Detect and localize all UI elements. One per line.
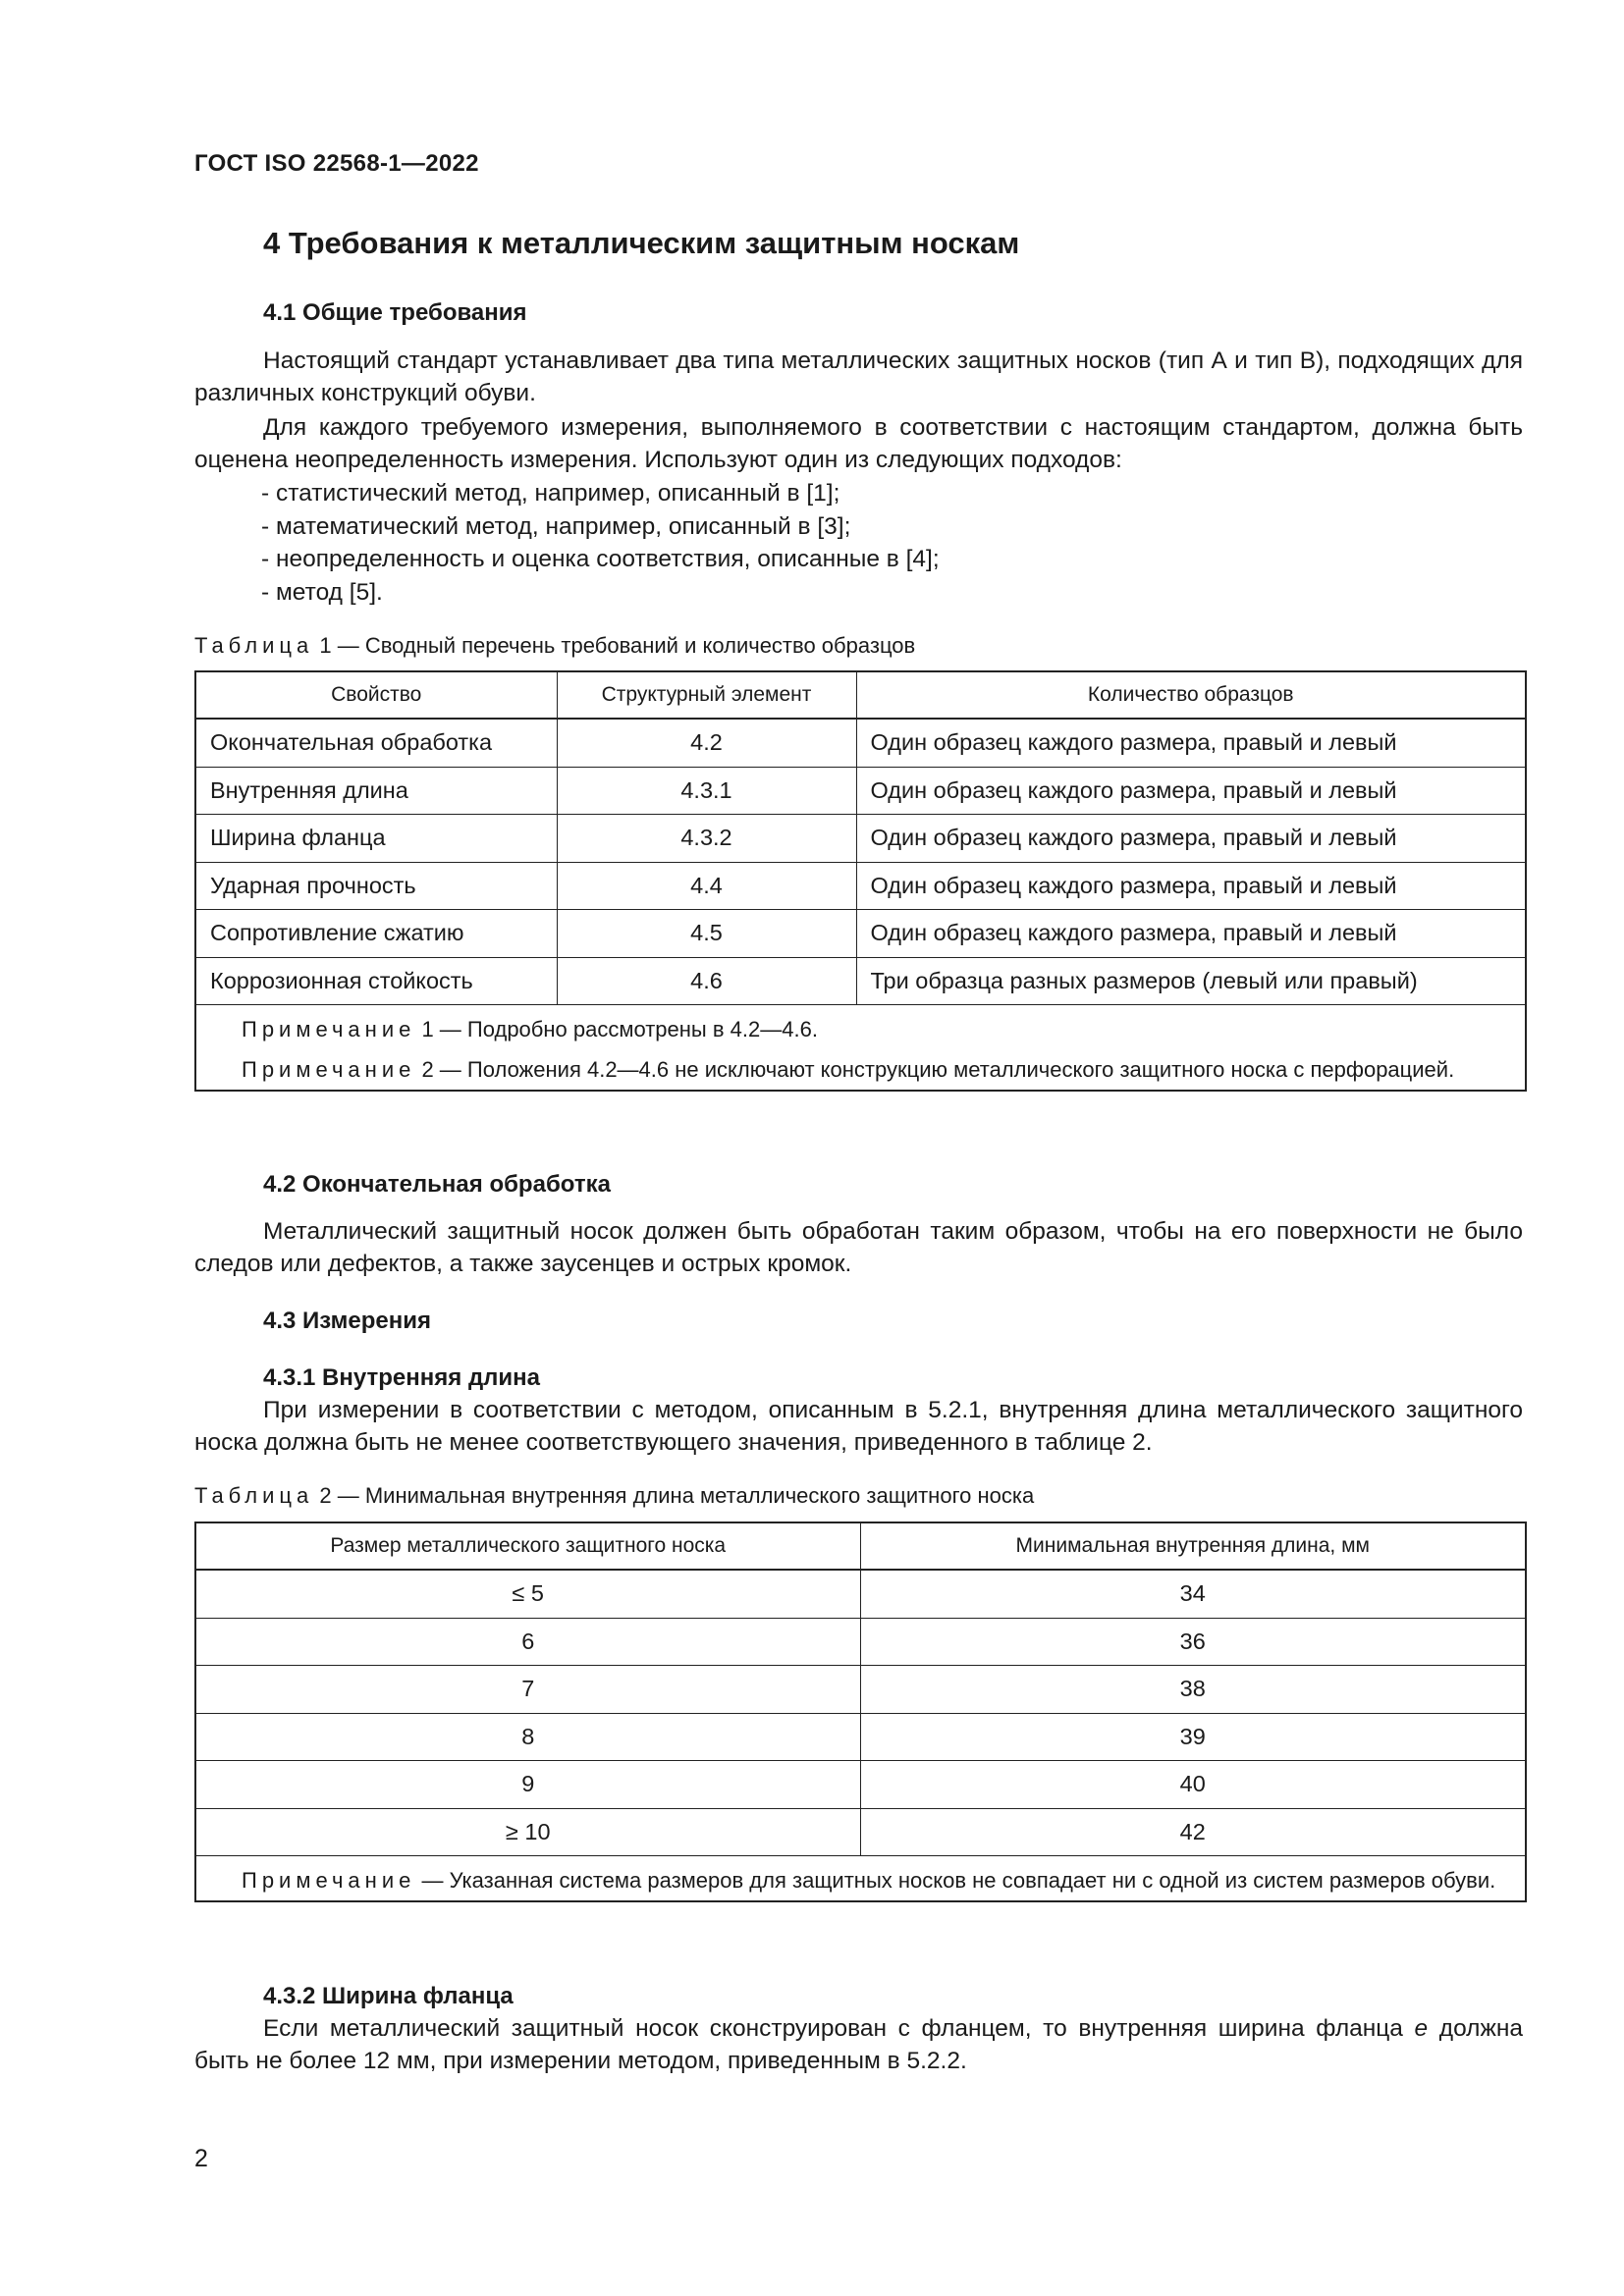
table-row — [195, 767, 1526, 815]
table-1-notes — [195, 1005, 1526, 1092]
table-cell: Сопротивление сжатию — [195, 910, 557, 958]
table-cell: 42 — [860, 1808, 1526, 1856]
section-4-3-2-paragraph — [194, 2012, 1523, 2077]
table-row — [195, 1618, 1526, 1666]
table-cell: 6 — [195, 1618, 860, 1666]
table-cell: 40 — [860, 1761, 1526, 1809]
table-cell: Один образец каждого размера, правый и левый — [856, 719, 1526, 767]
variable-e: e — [1414, 2015, 1429, 2042]
table-cell: Коррозионная стойкость — [195, 957, 557, 1005]
table-2 — [194, 1522, 1527, 1902]
section-4-1-paragraph-2: Для каждого требуемого измерения, выполняемого в соответствии с настоящим стандартом, должна быть оценена неопределенность измерения. Используют один из следующих подходов: — [194, 414, 1523, 473]
table-2-caption — [194, 1483, 1034, 1509]
table-row — [195, 957, 1526, 1005]
note-text: — Указанная система размеров для защитных носков не совпадает ни с одной из систем размеров обуви. — [415, 1868, 1496, 1893]
table-cell: 7 — [195, 1666, 860, 1714]
table-cell: 39 — [860, 1713, 1526, 1761]
table-1-caption — [194, 633, 915, 659]
table-1-caption-text: 1 — Сводный перечень требований и количество образцов — [313, 633, 916, 658]
section-4-2-paragraph: Металлический защитный носок должен быть обработан таким образом, чтобы на его поверхности не было следов или дефектов, а также заусенцев и острых кромок. — [194, 1218, 1523, 1277]
table-cell: 4.3.1 — [557, 767, 856, 815]
table-cell: Один образец каждого размера, правый и левый — [856, 862, 1526, 910]
table-cell: ≥ 10 — [195, 1808, 860, 1856]
table-2-note — [195, 1856, 1526, 1902]
table-cell: Один образец каждого размера, правый и левый — [856, 815, 1526, 863]
list-item: - статистический метод, например, описанный в [1]; — [261, 480, 840, 507]
table-row — [195, 1808, 1526, 1856]
section-4-3-1-paragraph: При измерении в соответствии с методом, описанным в 5.2.1, внутренняя длина металлического защитного носка должна быть не менее соответствующего значения, приведенного в таблице 2. — [194, 1397, 1523, 1456]
page-number: 2 — [194, 2145, 208, 2172]
table-cell: Один образец каждого размера, правый и левый — [856, 910, 1526, 958]
paragraph-text: Если металлический защитный носок сконструирован с фланцем, то внутренняя ширина фланца — [263, 2015, 1415, 2042]
table-2-caption-label: Таблица — [194, 1483, 314, 1508]
table-cell: Окончательная обработка — [195, 719, 557, 767]
table-cell: 8 — [195, 1713, 860, 1761]
section-4-3-2-title: 4.3.2 Ширина фланца — [263, 1983, 514, 2009]
table-row — [195, 1666, 1526, 1714]
list-item: - неопределенность и оценка соответствия, описанные в [4]; — [261, 546, 940, 572]
table-cell: 36 — [860, 1618, 1526, 1666]
paragraph-text: должна быть не более 12 мм, при измерении методом, приведенным в 5.2.2. — [194, 2015, 1524, 2074]
table-cell: Ширина фланца — [195, 815, 557, 863]
table-cell: Ударная прочность — [195, 862, 557, 910]
table-1-header-property: Свойство — [195, 671, 557, 719]
table-cell: Один образец каждого размера, правый и левый — [856, 767, 1526, 815]
table-1-note-2 — [210, 1055, 1511, 1084]
table-row — [195, 815, 1526, 863]
section-4-2-title: 4.2 Окончательная обработка — [263, 1171, 611, 1198]
list-item: - математический метод, например, описанный в [3]; — [261, 512, 851, 540]
table-2-header-size: Размер металлического защитного носка — [195, 1522, 860, 1570]
section-4-title: 4 Требования к металлическим защитным носкам — [263, 226, 1020, 260]
approach-list — [261, 477, 940, 609]
section-4-3-title: 4.3 Измерения — [263, 1308, 431, 1334]
table-cell: 4.6 — [557, 957, 856, 1005]
table-1-note-1 — [210, 1015, 1511, 1043]
section-4-1-paragraph-1: Настоящий стандарт устанавливает два типа металлических защитных носков (тип А и тип В), подходящих для различных конструкций обуви. — [194, 347, 1523, 406]
note-label: Примечание — [242, 1017, 416, 1041]
note-text: 1 — Подробно рассмотрены в 4.2—4.6. — [415, 1017, 818, 1041]
table-1 — [194, 670, 1527, 1092]
table-row — [195, 719, 1526, 767]
table-cell: ≤ 5 — [195, 1570, 860, 1618]
table-cell: 4.3.2 — [557, 815, 856, 863]
table-2-header-min-length: Минимальная внутренняя длина, мм — [860, 1522, 1526, 1570]
list-item: - метод [5]. — [261, 578, 383, 606]
table-cell: 9 — [195, 1761, 860, 1809]
table-cell: 4.4 — [557, 862, 856, 910]
note-text: 2 — Положения 4.2—4.6 не исключают конструкцию металлического защитного носка с перфорацией. — [415, 1057, 1455, 1082]
table-row — [195, 862, 1526, 910]
section-4-1-title: 4.1 Общие требования — [263, 299, 527, 326]
table-cell: Внутренняя длина — [195, 767, 557, 815]
table-1-header-samples: Количество образцов — [856, 671, 1526, 719]
table-1-caption-label: Таблица — [194, 633, 314, 658]
table-row — [195, 910, 1526, 958]
table-cell: Три образца разных размеров (левый или правый) — [856, 957, 1526, 1005]
table-cell: 4.2 — [557, 719, 856, 767]
note-label: Примечание — [242, 1057, 416, 1082]
table-1-header-element: Структурный элемент — [557, 671, 856, 719]
table-cell: 38 — [860, 1666, 1526, 1714]
table-row — [195, 1713, 1526, 1761]
table-row — [195, 1761, 1526, 1809]
table-cell: 34 — [860, 1570, 1526, 1618]
table-2-caption-text: 2 — Минимальная внутренняя длина металлического защитного носка — [313, 1483, 1035, 1508]
document-header: ГОСТ ISO 22568-1—2022 — [194, 150, 479, 177]
note-label: Примечание — [242, 1868, 416, 1893]
section-4-3-1-title: 4.3.1 Внутренняя длина — [263, 1364, 541, 1391]
table-cell: 4.5 — [557, 910, 856, 958]
table-row — [195, 1570, 1526, 1618]
